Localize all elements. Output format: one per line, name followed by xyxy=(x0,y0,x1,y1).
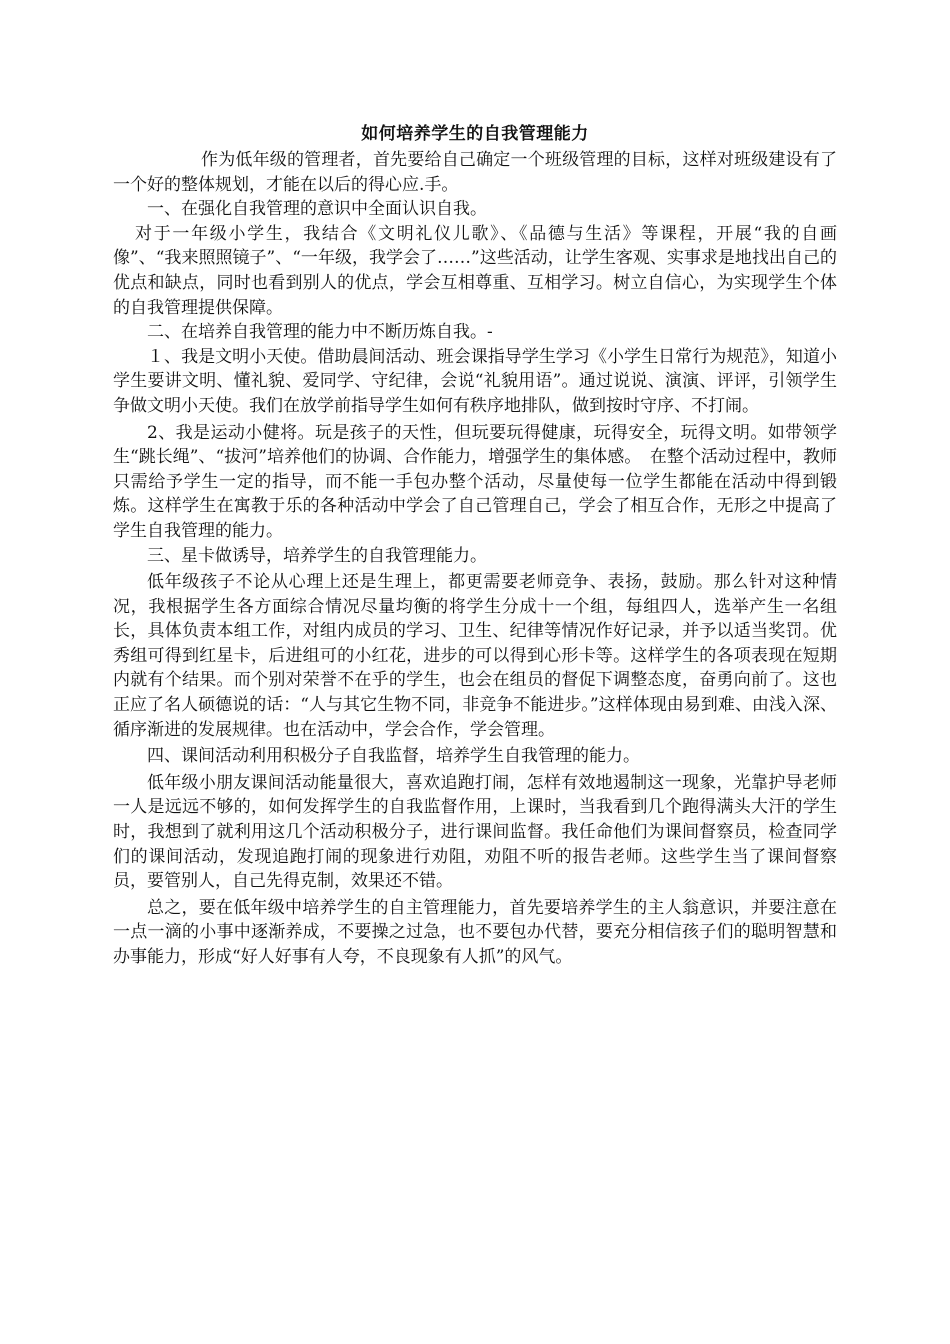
paragraph-intro: 作为低年级的管理者，首先要给自己确定一个班级管理的目标，这样对班级建设有了一个好的整体规划，才能在以后的得心应.手。 xyxy=(113,150,837,195)
document-title: 如何培养学生的自我管理能力 xyxy=(361,124,589,144)
paragraph-sports-star: 2、我是运动小健将。玩是孩子的天性，但玩要玩得健康，玩得安全，玩得文明。如带领学生“跳长绳”、“拔河”培养他们的协调、合作能力，增强学生的集体感。 在整个活动过程中，教师只需给予学生一定的指导，而不能一手包办整个活动，尽量使每一位学生都能在活动中得到锻炼。这样学生在寓教于乐的各种活动中学会了自己管理自己，学会了相互合作，无形之中提高了学生自我管理的能力。 xyxy=(113,422,837,541)
paragraph-recess-supervision: 低年级小朋友课间活动能量很大，喜欢追跑打闹，怎样有效地遏制这一现象，光靠护导老师一人是远远不够的，如何发挥学生的自我监督作用，上课时，当我看到几个跑得满头大汗的学生时，我想到了就利用这几个活动积极分子，进行课间监督。我任命他们为课间督察员，检查同学们的课间活动，发现追跑打闹的现象进行劝阻，劝阻不听的报告老师。这些学生当了课间督察员，要管别人，自己先得克制，效果还不错。 xyxy=(113,772,837,892)
paragraph-conclusion: 总之，要在低年级中培养学生的自主管理能力，首先要培养学生的主人翁意识，并要注意在一点一滴的小事中逐渐养成，不要操之过急，也不要包办代替，要充分相信孩子们的聪明智慧和办事能力，形成“好人好事有人夸，不良现象有人抓”的风气。 xyxy=(113,897,837,967)
section-heading-4: 四、课间活动利用积极分子自我监督，培养学生自我管理的能力。 xyxy=(147,746,640,767)
paragraph-civility-angel: １、我是文明小天使。借助晨间活动、班会课指导学生学习《小学生日常行为规范》，知道小学生要讲文明、懂礼貌、爱同学、守纪律，会说“礼貌用语”。通过说说、演演、评评，引领学生争做文明小天使。我们在放学前指导学生如何有秩序地排队，做到按时守序、不打闹。 xyxy=(113,346,837,416)
section-heading-1: 一、在强化自我管理的意识中全面认识自我。 xyxy=(147,199,487,220)
section-heading-3: 三、星卡做诱导，培养学生的自我管理能力。 xyxy=(147,545,487,566)
paragraph-star-cards: 低年级孩子不论从心理上还是生理上，都更需要老师竞争、表扬，鼓励。那么针对这种情况，我根据学生各方面综合情况尽量均衡的将学生分成十一个组，每组四人，选举产生一名组长，具体负责本组工作，对组内成员的学习、卫生、纪律等情况作好记录，并予以适当奖罚。优秀组可得到红星卡，后进组可的小红花，进步的可以得到心形卡等。这样学生的各项表现在短期内就有个结果。而个别对荣誉不在乎的学生，也会在组员的督促下调整态度，奋勇向前了。这也正应了名人硕德说的话：“人与其它生物不同，非竞争不能进步。”这样体现由易到难、由浅入深、循序渐进的发展规律。也在活动中，学会合作，学会管理。 xyxy=(113,572,837,740)
document-page xyxy=(113,122,837,970)
section-heading-2: 二、在培养自我管理的能力中不断历炼自我。- xyxy=(147,322,493,343)
paragraph-self-awareness: 对于一年级小学生，我结合《文明礼仪儿歌》、《品德与生活》等课程，开展“我的自画像”、“我来照照镜子”、“一年级，我学会了……”这些活动，让学生客观、实事求是地找出自己的优点和缺点，同时也看到别人的优点，学会互相尊重、互相学习。树立自信心，为实现学生个体的自我管理提供保障。 xyxy=(113,223,837,318)
